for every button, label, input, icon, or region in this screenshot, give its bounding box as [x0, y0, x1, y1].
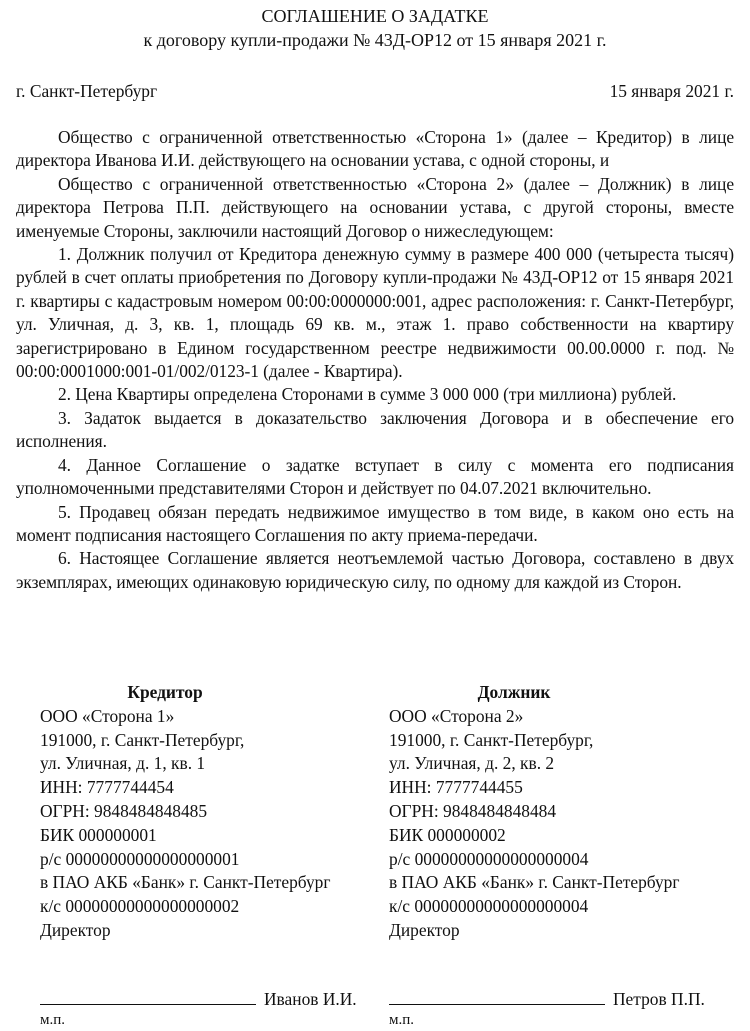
- creditor-line: р/с 00000000000000000001: [40, 848, 240, 869]
- creditor-line: ООО «Сторона 1»: [40, 705, 175, 726]
- creditor-line: к/с 00000000000000000002: [40, 896, 240, 917]
- debtor-signature-line: [389, 986, 605, 1005]
- clause-3: 3. Задаток выдается в доказательство заключения Договора и в обеспечение его исполнения.: [16, 407, 734, 452]
- creditor-signature-line: [40, 986, 256, 1005]
- debtor-line: ОГРН: 9848484848484: [389, 800, 557, 821]
- debtor-signature-row: [389, 986, 705, 1010]
- debtor-heading: Должник: [477, 682, 551, 702]
- creditor-position: Директор: [40, 920, 111, 940]
- debtor-signatory: Петров П.П.: [613, 989, 705, 1009]
- clause-4: 4. Данное Соглашение о задатке вступает в силу с момента его подписания уполномоченными представителями Сторон и действует по 04.07.2021 включительно.: [16, 454, 734, 499]
- paragraph-debtor-intro: Общество с ограниченной ответственностью «Сторона 2» (далее – Должник) в лице директора Петрова П.П. действующего на основании устава, с другой стороны, вместе именуемые Стороны, заключили настоящий Договор о нижеследующем:: [16, 173, 734, 241]
- clause-5: 5. Продавец обязан передать недвижимое имущество в том виде, в каком оно есть на момент подписания настоящего Соглашения по акту приема-передачи.: [16, 501, 734, 545]
- creditor-line: в ПАО АКБ «Банк» г. Санкт-Петербург: [40, 872, 331, 893]
- debtor-position: Директор: [389, 920, 460, 940]
- creditor-signature-row: [40, 986, 357, 1010]
- date-text: 15 января 2021 г.: [609, 81, 734, 101]
- clause-2: 2. Цена Квартиры определена Сторонами в сумме 3 000 000 (три миллиона) рублей.: [58, 384, 677, 405]
- creditor-line: ИНН: 7777744454: [40, 777, 174, 798]
- debtor-line: ИНН: 7777744455: [389, 777, 523, 798]
- clause-1: 1. Должник получил от Кредитора денежную сумму в размере 400 000 (четыреста тысяч) рублей в счет оплаты приобретения по Договору купли-продажи № 43Д-ОР12 от 15 января 2021 г. квартиры с кадастровым номером 00:00:0000000:001, адрес расположения: г. Санкт-Петербург, ул. Уличная, д. 3, кв. 1, площадь 69 кв. м., этаж 1. право собственности на квартиру зарегистрировано в Едином государственном реестре недвижимости 00.00.0000 г. под. № 00:00:0001000:001-01/002/0123-1 (далее - Квартира).: [16, 244, 734, 382]
- creditor-heading: Кредитор: [127, 682, 203, 702]
- document-subtitle: к договору купли-продажи № 43Д-ОР12 от 15 января 2021 г.: [143, 30, 607, 50]
- debtor-line: ул. Уличная, д. 2, кв. 2: [389, 753, 555, 774]
- debtor-line: к/с 00000000000000000004: [389, 896, 589, 917]
- debtor-details: [389, 681, 719, 919]
- document-title: СОГЛАШЕНИЕ О ЗАДАТКЕ: [261, 6, 489, 26]
- place-text: г. Санкт-Петербург: [16, 81, 158, 101]
- creditor-line: ул. Уличная, д. 1, кв. 1: [40, 753, 206, 774]
- paragraph-creditor-intro: Общество с ограниченной ответственностью «Сторона 1» (далее – Кредитор) в лице директора Иванова И.И. действующего на основании устава, с одной стороны, и: [16, 127, 734, 171]
- creditor-line: ОГРН: 9848484848485: [40, 800, 208, 821]
- creditor-line: БИК 000000001: [40, 824, 157, 845]
- debtor-line: 191000, г. Санкт-Петербург,: [389, 729, 594, 750]
- clause-6: 6. Настоящее Соглашение является неотъемлемой частью Договора, составлено в двух экземплярах, имеющих одинаковую юридическую силу, по одному для каждой из Сторон.: [16, 548, 734, 592]
- agreement-body: [16, 126, 734, 594]
- debtor-line: в ПАО АКБ «Банк» г. Санкт-Петербург: [389, 872, 680, 893]
- debtor-line: р/с 00000000000000000004: [389, 848, 589, 869]
- creditor-signatory: Иванов И.И.: [264, 989, 357, 1009]
- debtor-line: ООО «Сторона 2»: [389, 705, 524, 726]
- place-date-row: [16, 80, 734, 102]
- debtor-line: БИК 000000002: [389, 824, 506, 845]
- creditor-details: [40, 681, 370, 919]
- creditor-stamp-place: м.п.: [40, 1012, 66, 1028]
- debtor-stamp-place: м.п.: [389, 1012, 415, 1028]
- creditor-line: 191000, г. Санкт-Петербург,: [40, 729, 245, 750]
